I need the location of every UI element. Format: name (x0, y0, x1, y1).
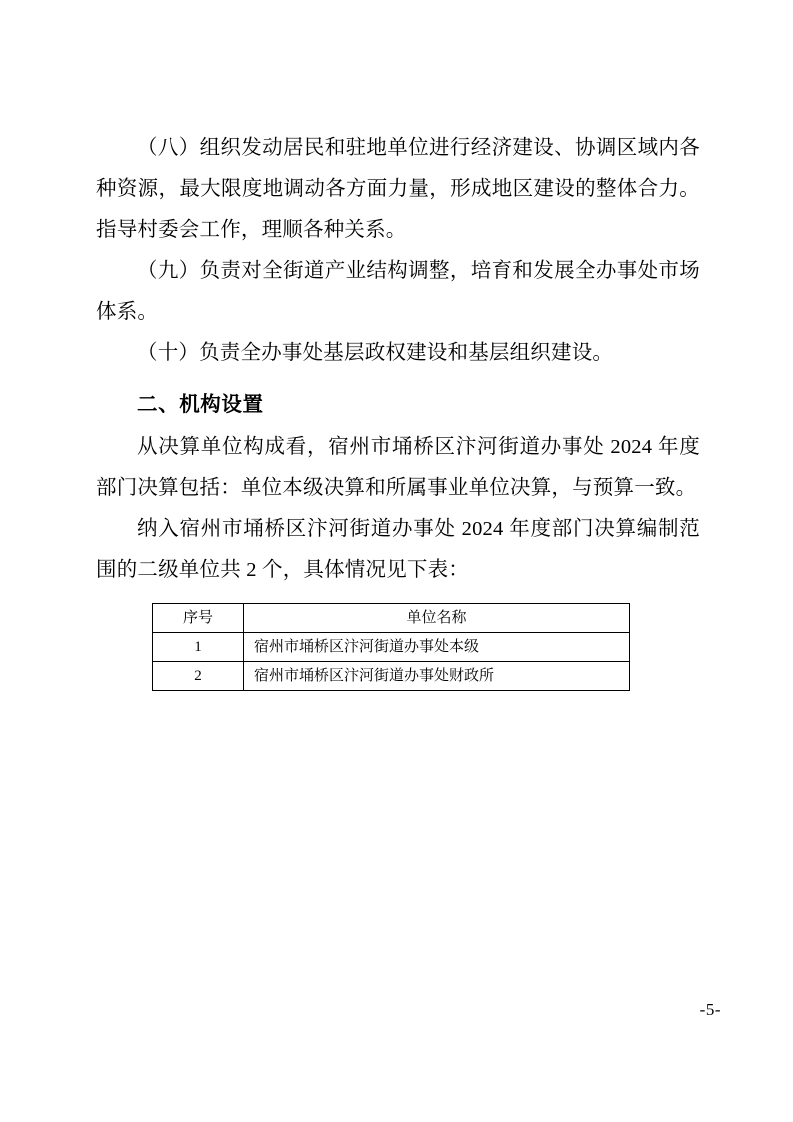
units-table (152, 603, 630, 691)
table-cell-unit-name: 宿州市埇桥区汴河街道办事处财政所 (244, 662, 630, 691)
table-cell-no: 1 (153, 633, 244, 662)
table-header-no: 序号 (153, 604, 244, 633)
paragraph-item-8: （八）组织发动居民和驻地单位进行经济建设、协调区域内各种资源，最大限度地调动各方面力量，形成地区建设的整体合力。指导村委会工作，理顺各种关系。 (96, 137, 700, 241)
page-number: -5- (699, 1000, 721, 1019)
table-header-unit-name: 单位名称 (244, 604, 630, 633)
table-header-row (153, 604, 630, 633)
paragraph-item-9: （九）负责对全街道产业结构调整，培育和发展全办事处市场体系。 (96, 260, 700, 323)
paragraph-budget-composition: 从决算单位构成看，宿州市埇桥区汴河街道办事处 2024 年度部门决算包括：单位本级决算和所属事业单位决算，与预算一致。 (96, 436, 700, 499)
units-table-head (153, 604, 630, 633)
paragraph-item-10: （十）负责全办事处基层政权建设和基层组织建设。 (137, 342, 614, 364)
paragraph-secondary-units: 纳入宿州市埇桥区汴河街道办事处 2024 年度部门决算编制范围的二级单位共 2 个，具体情况见下表： (96, 518, 700, 581)
units-table-body (153, 633, 630, 691)
table-cell-no: 2 (153, 662, 244, 691)
units-table-wrapper (152, 603, 630, 691)
table-row (153, 633, 630, 662)
table-cell-unit-name: 宿州市埇桥区汴河街道办事处本级 (244, 633, 630, 662)
table-row (153, 662, 630, 691)
section-heading-organization-structure: 二、机构设置 (137, 392, 264, 416)
document-body (96, 128, 700, 691)
